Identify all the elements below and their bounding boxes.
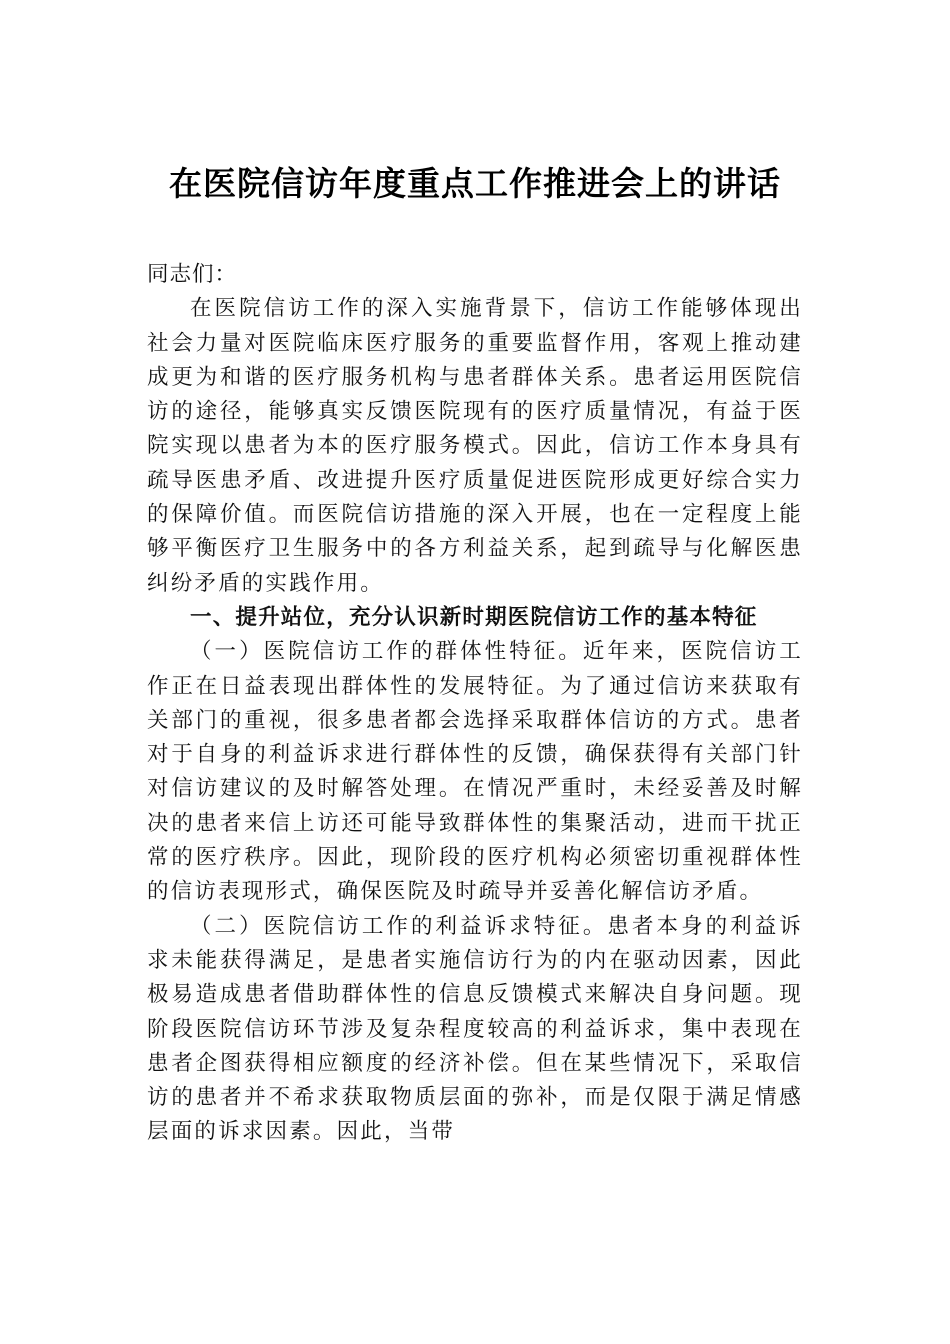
salutation: 同志们： <box>147 262 238 287</box>
paragraph-subsection-1: （一）医院信访工作的群体性特征。近年来，医院信访工作正在日益表现出群体性的发展特征。为了通过信访来获取有关部门的重视，很多患者都会选择采取群体信访的方式。患者对于自身的利益诉求进行群体性的反馈，确保获得有关部门针对信访建议的及时解答处理。在情况严重时，未经妥善及时解决的患者来信上访还可能导致群体性的集聚活动，进而干扰正常的医疗秩序。因此，现阶段的医疗机构必须密切重视群体性的信访表现形式，确保医院及时疏导并妥善化解信访矛盾。 <box>147 639 803 905</box>
document-title: 在医院信访年度重点工作推进会上的讲话 <box>169 164 781 203</box>
section-heading-1: 一、提升站位，充分认识新时期医院信访工作的基本特征 <box>190 604 758 630</box>
paragraph-subsection-2: （二）医院信访工作的利益诉求特征。患者本身的利益诉求未能获得满足，是患者实施信访行为的内在驱动因素，因此极易造成患者借助群体性的信息反馈模式来解决自身问题。现阶段医院信访环节涉及复杂程度较高的利益诉求，集中表现在患者企图获得相应额度的经济补偿。但在某些情况下，采取信访的患者并不希求获取物质层面的弥补，而是仅限于满足情感层面的诉求因素。因此，当带 <box>147 913 803 1145</box>
paragraph-intro: 在医院信访工作的深入实施背景下，信访工作能够体现出社会力量对医院临床医疗服务的重要监督作用，客观上推动建成更为和谐的医疗服务机构与患者群体关系。患者运用医院信访的途径，能够真实反馈医院现有的医疗质量情况，有益于医院实现以患者为本的医疗服务模式。因此，信访工作本身具有疏导医患矛盾、改进提升医疗质量促进医院形成更好综合实力的保障价值。而医院信访措施的深入开展，也在一定程度上能够平衡医疗卫生服务中的各方利益关系，起到疏导与化解医患纠纷矛盾的实践作用。 <box>147 296 803 596</box>
document-body <box>147 258 803 1150</box>
